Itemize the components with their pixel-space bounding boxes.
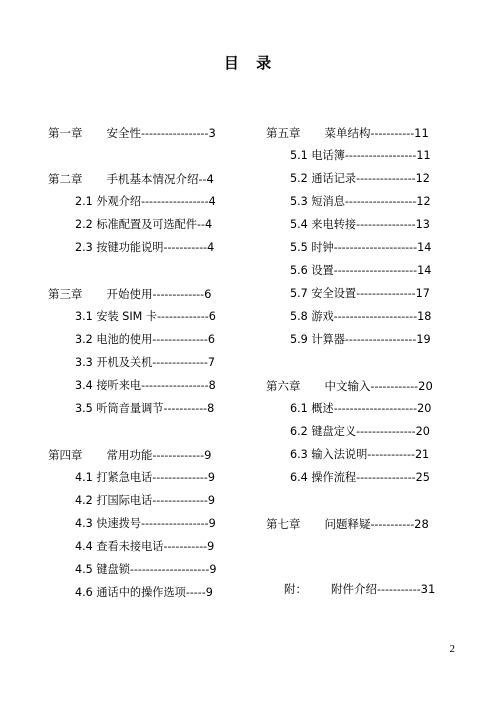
toc-section-entry — [290, 172, 430, 186]
toc-chapter-entry — [266, 126, 429, 141]
toc-page-number: 12 — [415, 172, 430, 185]
toc-entry-title: 6.2 键盘定义 — [290, 425, 357, 438]
toc-entry-title: 常用功能 — [106, 448, 153, 462]
toc-entry-title: 附件介绍 — [331, 582, 377, 596]
toc-dot-leader: -- — [197, 218, 205, 231]
toc-section-entry — [75, 218, 212, 232]
toc-entry-title: 3.1 安装 SIM 卡 — [75, 310, 158, 323]
toc-entry-title: 开始使用 — [106, 287, 153, 301]
toc-entry-title: 5.6 设置 — [290, 264, 334, 277]
toc-page-number: 4 — [207, 241, 215, 254]
toc-dot-leader: ----- — [185, 586, 206, 599]
toc-section-entry — [75, 356, 215, 370]
toc-chapter-label: 第一章 — [48, 126, 83, 140]
toc-chapter-entry — [48, 126, 216, 141]
page-number: 2 — [449, 643, 455, 655]
toc-page-number: 4 — [205, 218, 213, 231]
toc-section-entry — [290, 195, 431, 209]
toc-dot-leader: --------------------- — [333, 310, 418, 323]
toc-page-number: 20 — [417, 402, 432, 415]
toc-page-number: 25 — [415, 471, 430, 484]
toc-page-number: 9 — [207, 494, 215, 507]
toc-page-number: 12 — [416, 195, 431, 208]
toc-entry-title: 5.8 游戏 — [290, 310, 334, 323]
toc-dot-leader: ------------ — [370, 380, 419, 393]
toc-dot-leader: ------------------ — [344, 149, 417, 162]
toc-page-number: 9 — [205, 586, 213, 599]
toc-appendix-entry — [284, 582, 435, 597]
toc-entry-title: 2.3 按键功能说明 — [75, 241, 164, 254]
toc-entry-title: 3.2 电池的使用 — [75, 333, 153, 346]
toc-section-entry — [290, 241, 431, 255]
toc-entry-title: 5.2 通话记录 — [290, 172, 357, 185]
toc-dot-leader: ----------- — [163, 540, 208, 553]
toc-page-number: 14 — [417, 264, 432, 277]
toc-page-number: 9 — [209, 563, 217, 576]
toc-entry-title: 4.3 快速拨号 — [75, 517, 142, 530]
toc-page-number: 6 — [207, 333, 215, 346]
toc-dot-leader: --------------------- — [333, 241, 418, 254]
toc-section-entry — [75, 471, 215, 485]
toc-entry-title: 中文输入 — [324, 379, 371, 393]
toc-entry-title: 2.1 外观介绍 — [75, 195, 142, 208]
toc-dot-leader: ----------------- — [141, 379, 209, 392]
toc-entry-title: 安全性 — [106, 126, 141, 140]
toc-page-number: 20 — [415, 425, 430, 438]
toc-page-number: 17 — [415, 287, 430, 300]
toc-entry-title: 5.5 时钟 — [290, 241, 334, 254]
toc-dot-leader: ----------- — [377, 583, 421, 596]
toc-section-entry — [75, 195, 216, 209]
toc-page-number: 7 — [207, 356, 215, 369]
toc-section-entry — [290, 264, 431, 278]
toc-dot-leader: ------------------ — [344, 195, 417, 208]
toc-dot-leader: --------------- — [356, 471, 416, 484]
toc-section-entry — [75, 586, 213, 600]
toc-chapter-label: 第二章 — [48, 172, 83, 186]
toc-entry-title: 4.1 打紧急电话 — [75, 471, 153, 484]
toc-section-entry — [290, 425, 430, 439]
toc-chapter-entry — [48, 448, 211, 463]
toc-entry-title: 5.1 电话簿 — [290, 149, 345, 162]
toc-section-entry — [290, 310, 431, 324]
toc-dot-leader: ----------- — [370, 518, 415, 531]
toc-entry-title: 4.4 查看未接电话 — [75, 540, 164, 553]
toc-section-entry — [290, 149, 431, 163]
toc-section-entry — [290, 218, 430, 232]
toc-page-number: 8 — [207, 402, 215, 415]
toc-entry-title: 2.2 标准配置及可选配件 — [75, 218, 198, 231]
toc-dot-leader: --------------- — [356, 172, 416, 185]
toc-entry-title: 6.3 输入法说明 — [290, 448, 368, 461]
toc-dot-leader: ----------------- — [141, 195, 209, 208]
toc-section-entry — [290, 471, 430, 485]
toc-page-number: 18 — [417, 310, 432, 323]
toc-entry-title: 3.3 开机及关机 — [75, 356, 153, 369]
toc-section-entry — [75, 517, 216, 531]
toc-entry-title: 手机基本情况介绍 — [106, 172, 199, 186]
toc-dot-leader: ------------- — [157, 310, 209, 323]
toc-section-entry — [75, 402, 214, 416]
toc-page-number: 11 — [414, 126, 429, 140]
toc-chapter-entry — [48, 172, 214, 187]
toc-section-entry — [75, 310, 216, 324]
toc-dot-leader: --------------- — [356, 287, 416, 300]
toc-dot-leader: -------------------- — [129, 563, 210, 576]
toc-dot-leader: -------------- — [152, 471, 208, 484]
toc-dot-leader: ------------------ — [344, 333, 417, 346]
toc-page-number: 20 — [418, 379, 433, 393]
toc-dot-leader: ----------- — [370, 127, 415, 140]
toc-dot-leader: -- — [198, 173, 207, 186]
page-title: 目 录 — [223, 54, 278, 72]
toc-chapter-entry — [48, 287, 211, 302]
toc-page-number: 31 — [420, 582, 436, 596]
toc-chapter-label: 第三章 — [48, 287, 83, 301]
toc-chapter-label: 附： — [284, 582, 307, 596]
toc-chapter-label: 第六章 — [266, 379, 301, 393]
toc-dot-leader: --------------- — [356, 218, 416, 231]
toc-section-entry — [75, 540, 214, 554]
toc-entry-title: 4.6 通话中的操作选项 — [75, 586, 186, 599]
toc-chapter-label: 第四章 — [48, 448, 83, 462]
toc-section-entry — [75, 333, 215, 347]
toc-dot-leader: ----------- — [163, 402, 208, 415]
toc-dot-leader: --------------- — [356, 425, 416, 438]
toc-section-entry — [75, 563, 216, 577]
toc-section-entry — [290, 333, 431, 347]
toc-dot-leader: -------------- — [152, 333, 208, 346]
toc-section-entry — [290, 287, 430, 301]
toc-page-number: 19 — [416, 333, 431, 346]
toc-section-entry — [75, 241, 214, 255]
toc-dot-leader: ----------------- — [141, 517, 209, 530]
toc-page-number: 21 — [414, 448, 430, 461]
toc-section-entry — [75, 379, 216, 393]
toc-dot-leader: --------------------- — [333, 402, 418, 415]
toc-chapter-entry — [266, 517, 429, 532]
toc-page-number: 4 — [206, 172, 214, 186]
toc-entry-title: 5.7 安全设置 — [290, 287, 357, 300]
toc-page-number: 28 — [414, 517, 429, 531]
toc-entry-title: 问题释疑 — [324, 517, 371, 531]
toc-section-entry — [290, 448, 429, 462]
toc-dot-leader: ------------ — [367, 448, 415, 461]
toc-page-number: 9 — [207, 540, 215, 553]
toc-dot-leader: ------------- — [152, 288, 205, 301]
toc-section-entry — [290, 402, 431, 416]
toc-dot-leader: -------------- — [152, 494, 208, 507]
toc-entry-title: 6.4 操作流程 — [290, 471, 357, 484]
toc-entry-title: 5.9 计算器 — [290, 333, 345, 346]
toc-page-number: 11 — [416, 149, 431, 162]
toc-chapter-entry — [266, 379, 433, 394]
toc-chapter-label: 第七章 — [266, 517, 301, 531]
toc-entry-title: 4.2 打国际电话 — [75, 494, 153, 507]
toc-page-number: 14 — [417, 241, 432, 254]
toc-page-number: 6 — [204, 287, 212, 301]
toc-page-number: 8 — [208, 379, 216, 392]
toc-entry-title: 3.4 接听来电 — [75, 379, 142, 392]
toc-entry-title: 4.5 键盘锁 — [75, 563, 130, 576]
toc-entry-title: 3.5 听筒音量调节 — [75, 402, 164, 415]
toc-entry-title: 5.3 短消息 — [290, 195, 345, 208]
toc-dot-leader: ------------- — [152, 449, 205, 462]
toc-page-number: 6 — [208, 310, 216, 323]
toc-section-entry — [75, 494, 215, 508]
toc-dot-leader: --------------------- — [333, 264, 418, 277]
toc-page-number: 4 — [208, 195, 216, 208]
toc-dot-leader: ----------------- — [141, 127, 209, 140]
toc-page-number: 13 — [415, 218, 430, 231]
toc-page-number: 9 — [208, 517, 216, 530]
toc-dot-leader: ----------- — [163, 241, 208, 254]
toc-entry-title: 菜单结构 — [324, 126, 371, 140]
toc-entry-title: 6.1 概述 — [290, 402, 334, 415]
toc-entry-title: 5.4 来电转接 — [290, 218, 357, 231]
toc-page-number: 9 — [207, 471, 215, 484]
toc-chapter-label: 第五章 — [266, 126, 301, 140]
toc-page-number: 9 — [204, 448, 212, 462]
toc-page-number: 3 — [208, 126, 216, 140]
toc-dot-leader: -------------- — [152, 356, 208, 369]
